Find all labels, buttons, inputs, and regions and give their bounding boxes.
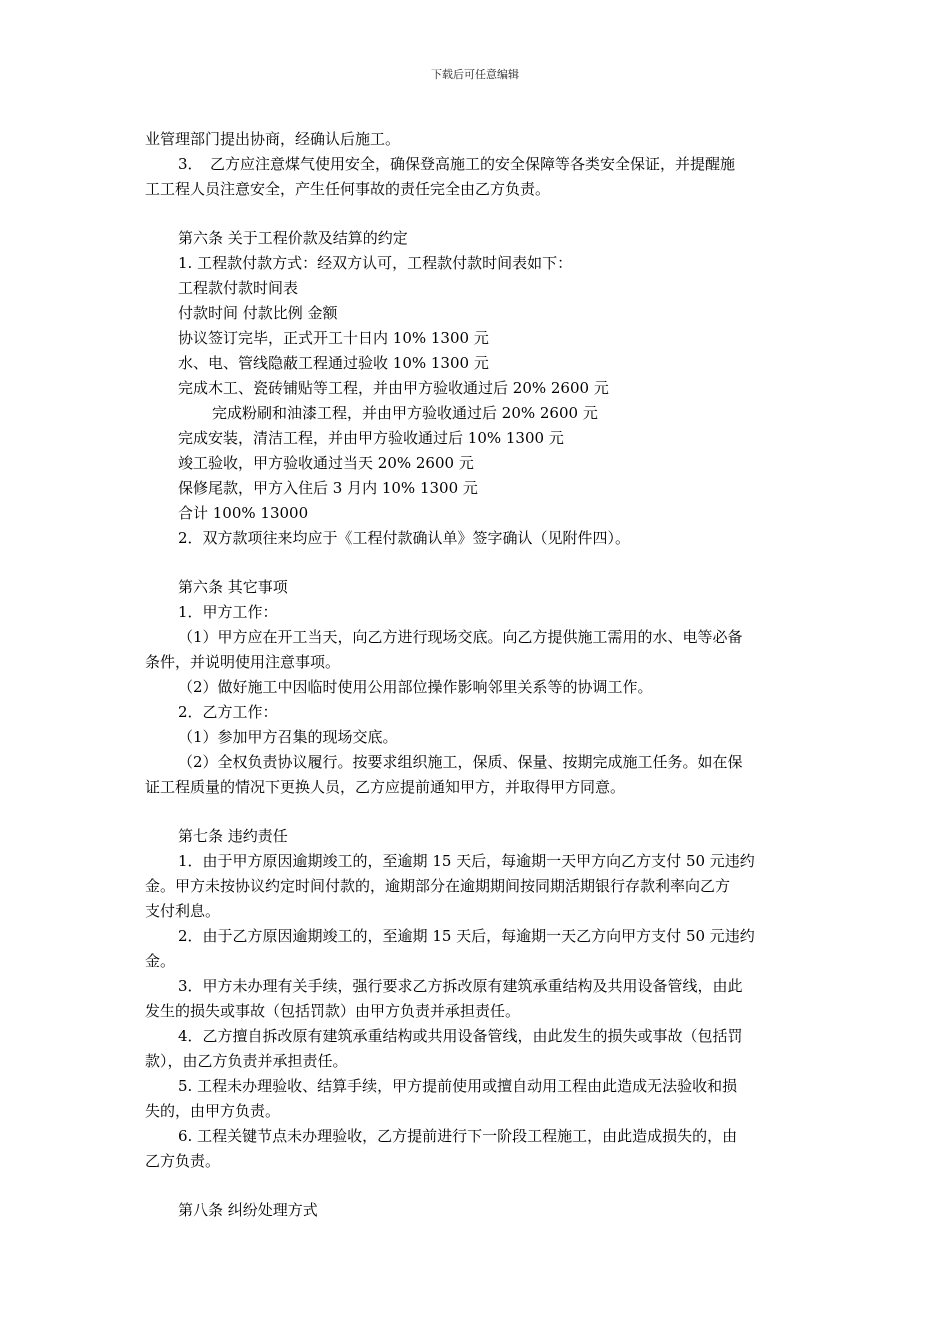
text-line: 1．甲方工作： [178, 603, 278, 621]
section-heading: 第六条 其它事项 [178, 578, 288, 596]
payment-row: 水、电、管线隐蔽工程通过验收 10% 1300 元 [178, 354, 489, 372]
payment-row: 保修尾款，甲方入住后 3 月内 10% 1300 元 [178, 479, 478, 497]
text-line: 工工程人员注意安全，产生任何事故的责任完全由乙方负责。 [145, 180, 551, 198]
table-header: 付款时间 付款比例 金额 [178, 304, 338, 322]
text-line: 条件，并说明使用注意事项。 [145, 653, 341, 671]
text-line: （2）做好施工中因临时使用公用部位操作影响邻里关系等的协调工作。 [178, 678, 653, 696]
payment-row: 完成粉刷和油漆工程，并由甲方验收通过后 20% 2600 元 [212, 404, 598, 422]
text-line: 证工程质量的情况下更换人员，乙方应提前通知甲方，并取得甲方同意。 [145, 778, 626, 796]
text-line: 失的，由甲方负责。 [145, 1102, 281, 1120]
payment-row: 竣工验收，甲方验收通过当天 20% 2600 元 [178, 454, 474, 472]
text-line: 5. 工程未办理验收、结算手续，甲方提前使用或擅自动用工程由此造成无法验收和损 [178, 1077, 738, 1095]
text-line: 1. 工程款付款方式：经双方认可，工程款付款时间表如下： [178, 254, 573, 272]
text-line: 2．乙方工作： [178, 703, 278, 721]
text-line: 2．双方款项往来均应于《工程付款确认单》签字确认（见附件四）。 [178, 529, 631, 547]
payment-total: 合计 100% 13000 [178, 504, 309, 522]
text-line: 金。甲方未按协议约定时间付款的，逾期部分在逾期期间按同期活期银行存款利率向乙方 [145, 877, 731, 895]
text-line: 业管理部门提出协商，经确认后施工。 [145, 130, 401, 148]
text-line: 1．由于甲方原因逾期竣工的，至逾期 15 天后，每逾期一天甲方向乙方支付 50 元违约 [178, 852, 755, 870]
text-line: 2．由于乙方原因逾期竣工的，至逾期 15 天后，每逾期一天乙方向甲方支付 50 元违约 [178, 927, 755, 945]
text-line: 乙方负责。 [145, 1152, 221, 1170]
text-line: 金。 [145, 952, 176, 970]
text-line: （1）甲方应在开工当天，向乙方进行现场交底。向乙方提供施工需用的水、电等必备 [178, 628, 743, 646]
section-heading: 第七条 违约责任 [178, 827, 288, 845]
payment-row: 完成木工、瓷砖铺贴等工程，并由甲方验收通过后 20% 2600 元 [178, 379, 609, 397]
table-title: 工程款付款时间表 [178, 279, 299, 297]
section-heading: 第八条 纠纷处理方式 [178, 1201, 318, 1219]
text-line: 6. 工程关键节点未办理验收，乙方提前进行下一阶段工程施工，由此造成损失的，由 [178, 1127, 738, 1145]
section-heading: 第六条 关于工程价款及结算的约定 [178, 229, 408, 247]
text-line: （1）参加甲方召集的现场交底。 [178, 728, 398, 746]
text-line: 4．乙方擅自拆改原有建筑承重结构或共用设备管线，由此发生的损失或事故（包括罚 [178, 1027, 743, 1045]
payment-row: 协议签订完毕，正式开工十日内 10% 1300 元 [178, 329, 489, 347]
text-line: 发生的损失或事故（包括罚款）由甲方负责并承担责任。 [145, 1002, 521, 1020]
text-line: 支付利息。 [145, 902, 221, 920]
text-line: 3．甲方未办理有关手续，强行要求乙方拆改原有建筑承重结构及共用设备管线，由此 [178, 977, 743, 995]
text-line: （2）全权负责协议履行。按要求组织施工，保质、保量、按期完成施工任务。如在保 [178, 753, 743, 771]
payment-row: 完成安装，清洁工程，并由甲方验收通过后 10% 1300 元 [178, 429, 564, 447]
text-line: 3． 乙方应注意煤气使用安全，确保登高施工的安全保障等各类安全保证，并提醒施 [178, 155, 736, 173]
page-header: 下载后可任意编辑 [431, 68, 519, 81]
text-line: 款），由乙方负责并承担责任。 [145, 1052, 348, 1070]
